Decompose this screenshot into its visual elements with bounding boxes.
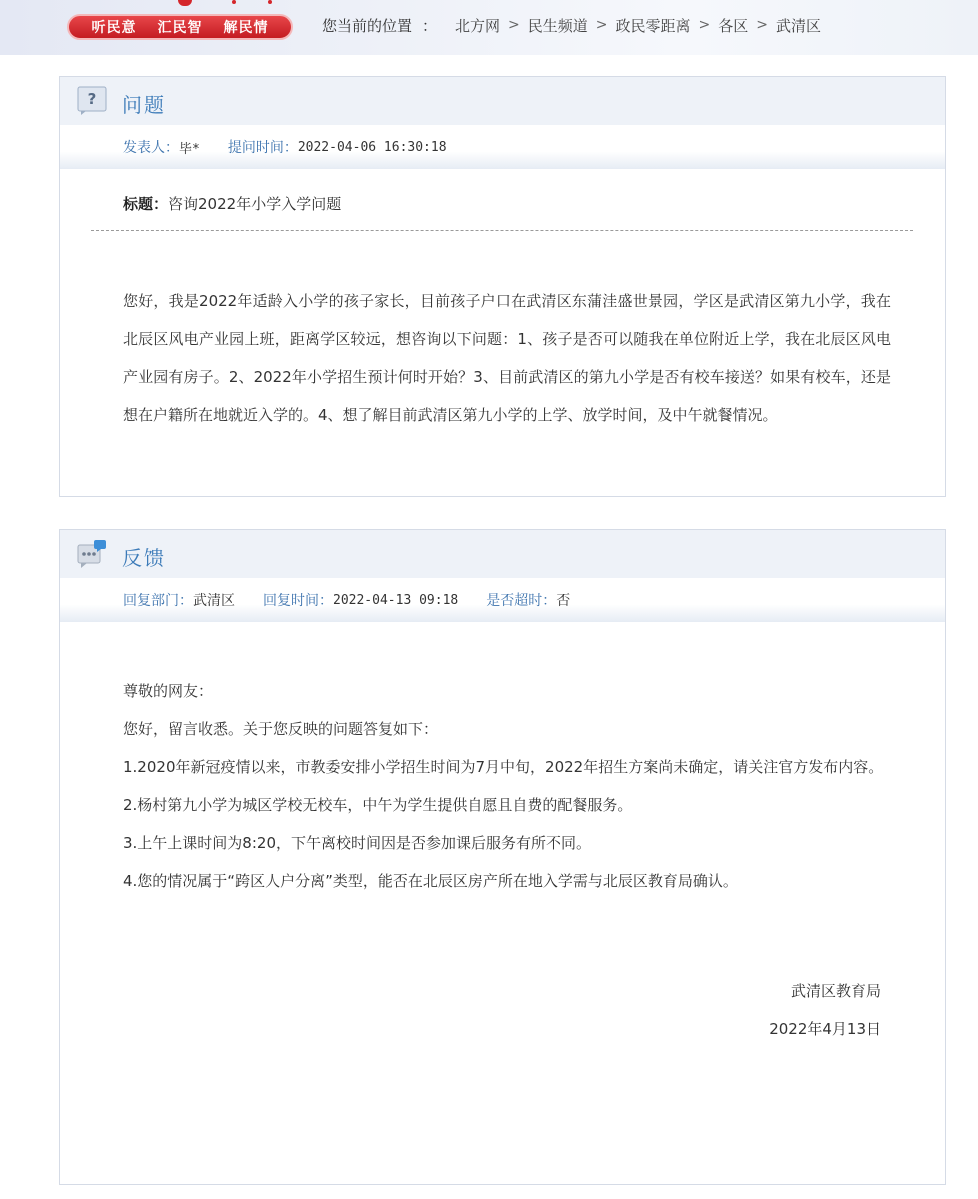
feedback-header <box>60 530 945 578</box>
question-body: 您好，我是2022年适龄入小学的孩子家长，目前孩子户口在武清区东蒲洼盛世景园，学区是武清区第九小学，我在北辰区风电产业园上班，距离学区较远，想咨询以下问题：1、孩子是否可以随我在单位附近上学，我在北辰区风电产业园有房子。2、2022年小学招生预计何时开始？3、目前武清区的第九小学是否有校车接送？如果有校车，还是想在户籍所在地就近入学的。4、想了解目前武清区第九小学的上学、放学时间，及中午就餐情况。 <box>123 292 891 424</box>
reply-time-label: 回复时间： <box>263 593 333 609</box>
poster-label: 发表人： <box>123 140 179 156</box>
reply-line: 尊敬的网友： <box>123 682 214 700</box>
slogan-2: 汇民智 <box>157 20 203 36</box>
question-header <box>60 77 945 125</box>
logo-fragment <box>232 0 236 4</box>
slogan-3: 解民情 <box>223 20 269 36</box>
reply-signature: 武清区教育局 <box>790 982 881 1000</box>
breadcrumb-link-zhengmin[interactable]: 政民零距离 <box>615 16 691 35</box>
location-colon: ： <box>422 16 438 35</box>
logo-fragment <box>178 0 192 6</box>
breadcrumb-link-minsheng[interactable]: 民生频道 <box>527 16 588 35</box>
chat-icon <box>77 539 107 569</box>
reply-time: 2022-04-13 09:18 <box>333 592 459 608</box>
top-banner <box>0 0 978 55</box>
chevron-right-icon: > <box>595 17 608 33</box>
ask-time: 2022-04-06 16:30:18 <box>297 139 447 155</box>
feedback-section-title: 反馈 <box>122 546 166 570</box>
reply-line: 1.2020年新冠疫情以来，市教委安排小学招生时间为7月中旬，2022年招生方案尚未确定，请关注官方发布内容。 <box>123 758 884 776</box>
reply-line: 4.您的情况属于“跨区人户分离”类型，能否在北辰区房产所在地入学需与北辰区教育局确认。 <box>123 872 738 890</box>
breadcrumb <box>322 14 821 36</box>
breadcrumb-link-districts[interactable]: 各区 <box>718 16 749 35</box>
question-icon <box>77 86 107 116</box>
ask-time-label: 提问时间： <box>227 140 298 156</box>
reply-date: 2022年4月13日 <box>769 1020 881 1038</box>
logo-fragment <box>268 0 272 4</box>
poster-name: 毕* <box>179 141 200 157</box>
dept-label: 回复部门： <box>123 593 193 609</box>
slogan-banner <box>67 14 293 40</box>
overdue-label: 是否超时： <box>486 593 557 609</box>
divider <box>91 230 913 231</box>
slogan-1: 听民意 <box>91 20 137 36</box>
svg-text:?: ? <box>87 90 97 108</box>
question-section-title: 问题 <box>122 93 166 117</box>
question-meta <box>60 125 945 169</box>
question-title-label: 标题： <box>123 195 169 213</box>
feedback-panel <box>59 529 946 1185</box>
reply-line: 3.上午上课时间为8:20，下午离校时间因是否参加课后服务有所不同。 <box>123 834 591 852</box>
overdue-value: 否 <box>556 593 571 609</box>
breadcrumb-link-wuqing[interactable]: 武清区 <box>776 16 822 35</box>
location-label: 您当前的位置 <box>322 16 413 35</box>
dept-name: 武清区 <box>193 593 235 609</box>
reply-line: 2.杨村第九小学为城区学校无校车，中午为学生提供自愿且自费的配餐服务。 <box>123 796 633 814</box>
chevron-right-icon: > <box>698 17 711 33</box>
reply-signature-block <box>769 972 881 1048</box>
breadcrumb-link-beifang[interactable]: 北方网 <box>455 16 501 35</box>
question-title-row <box>123 193 341 214</box>
question-panel <box>59 76 946 497</box>
chevron-right-icon: > <box>508 17 520 33</box>
question-title: 咨询2022年小学入学问题 <box>168 195 342 213</box>
reply-line: 您好，留言收悉。关于您反映的问题答复如下： <box>123 720 439 738</box>
feedback-meta <box>60 578 945 622</box>
feedback-body <box>123 672 891 900</box>
chevron-right-icon: > <box>756 17 769 33</box>
